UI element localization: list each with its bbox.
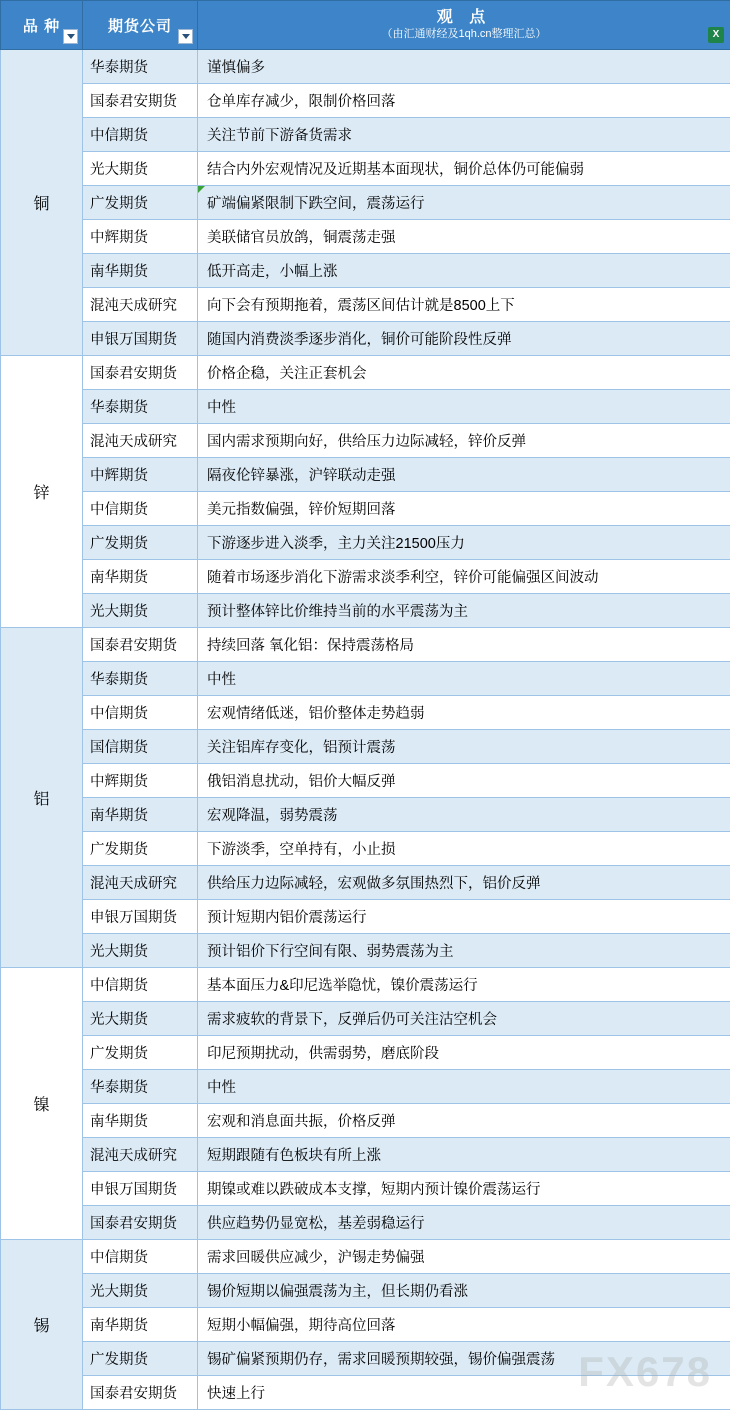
table-row: [1, 356, 730, 390]
view-cell: 印尼预期扰动，供需弱势，磨底阶段: [198, 1036, 730, 1070]
view-cell: 宏观降温，弱势震荡: [198, 798, 730, 832]
table-row: [1, 1274, 730, 1308]
view-cell: 关注铝库存变化，铝预计震荡: [198, 730, 730, 764]
table-row: [1, 560, 730, 594]
table-row: [1, 526, 730, 560]
view-cell: 宏观和消息面共振，价格反弹: [198, 1104, 730, 1138]
view-cell: 结合内外宏观情况及近期基本面现状，铜价总体仍可能偏弱: [198, 152, 730, 186]
view-cell: 美元指数偏强，锌价短期回落: [198, 492, 730, 526]
table-row: [1, 84, 730, 118]
table-row: [1, 730, 730, 764]
variety-cell: 铜: [1, 50, 83, 356]
company-cell: 光大期货: [83, 1002, 198, 1036]
company-cell: 广发期货: [83, 1036, 198, 1070]
company-cell: 光大期货: [83, 1274, 198, 1308]
company-cell: 南华期货: [83, 1308, 198, 1342]
company-cell: 国泰君安期货: [83, 84, 198, 118]
company-cell: 光大期货: [83, 152, 198, 186]
table-row: [1, 628, 730, 662]
company-cell: 华泰期货: [83, 1070, 198, 1104]
company-cell: 申银万国期货: [83, 322, 198, 356]
view-cell: 中性: [198, 1070, 730, 1104]
variety-cell: 锡: [1, 1240, 83, 1410]
excel-logo-icon: X: [708, 27, 724, 43]
company-cell: 申银万国期货: [83, 900, 198, 934]
view-cell: 供应趋势仍显宽松，基差弱稳运行: [198, 1206, 730, 1240]
company-cell: 中信期货: [83, 696, 198, 730]
variety-cell: 铝: [1, 628, 83, 968]
view-cell: 隔夜伦锌暴涨，沪锌联动走强: [198, 458, 730, 492]
view-cell: 需求回暖供应减少，沪锡走势偏强: [198, 1240, 730, 1274]
table-row: [1, 186, 730, 220]
table-row: [1, 832, 730, 866]
column-header-view: [198, 1, 730, 50]
table-row: [1, 152, 730, 186]
company-cell: 国泰君安期货: [83, 1376, 198, 1410]
company-cell: 中辉期货: [83, 458, 198, 492]
variety-cell: 镍: [1, 968, 83, 1240]
table-row: [1, 254, 730, 288]
table-row: [1, 322, 730, 356]
table-row: [1, 288, 730, 322]
company-cell: 光大期货: [83, 594, 198, 628]
company-cell: 南华期货: [83, 560, 198, 594]
table-row: [1, 1070, 730, 1104]
table-row: [1, 1240, 730, 1274]
filter-dropdown-icon-company[interactable]: [178, 29, 193, 44]
view-cell: 随着市场逐步消化下游需求淡季利空，锌价可能偏强区间波动: [198, 560, 730, 594]
variety-cell: 锌: [1, 356, 83, 628]
company-cell: 国信期货: [83, 730, 198, 764]
table-row: [1, 934, 730, 968]
view-cell: 向下会有预期拖着，震荡区间估计就是8500上下: [198, 288, 730, 322]
view-cell: 仓单库存减少，限制价格回落: [198, 84, 730, 118]
view-cell: 下游逐步进入淡季，主力关注21500压力: [198, 526, 730, 560]
view-cell: 随国内消费淡季逐步消化，铜价可能阶段性反弹: [198, 322, 730, 356]
view-cell: 需求疲软的背景下，反弹后仍可关注沽空机会: [198, 1002, 730, 1036]
table-body: [1, 50, 730, 1410]
table-row: [1, 424, 730, 458]
view-cell: 短期跟随有色板块有所上涨: [198, 1138, 730, 1172]
filter-dropdown-icon-variety[interactable]: [63, 29, 78, 44]
table-row: [1, 1002, 730, 1036]
table-row: [1, 968, 730, 1002]
view-cell: 矿端偏紧限制下跌空间，震荡运行: [198, 186, 730, 220]
view-cell: 持续回落 氧化铝：保持震荡格局: [198, 628, 730, 662]
table-row: [1, 594, 730, 628]
table-row: [1, 696, 730, 730]
company-cell: 混沌天成研究: [83, 866, 198, 900]
view-cell: 美联储官员放鸽，铜震荡走强: [198, 220, 730, 254]
company-cell: 南华期货: [83, 1104, 198, 1138]
company-cell: 南华期货: [83, 254, 198, 288]
view-cell: 中性: [198, 662, 730, 696]
company-cell: 国泰君安期货: [83, 1206, 198, 1240]
view-cell: 预计短期内铝价震荡运行: [198, 900, 730, 934]
view-cell: 价格企稳，关注正套机会: [198, 356, 730, 390]
table-row: [1, 764, 730, 798]
column-header-variety: [1, 1, 83, 50]
column-header-view-label: 观 点: [437, 8, 491, 28]
company-cell: 中辉期货: [83, 220, 198, 254]
table-row: [1, 662, 730, 696]
table-row: [1, 492, 730, 526]
view-cell: 预计铝价下行空间有限、弱势震荡为主: [198, 934, 730, 968]
company-cell: 混沌天成研究: [83, 288, 198, 322]
company-cell: 华泰期货: [83, 662, 198, 696]
view-cell: 宏观情绪低迷，铝价整体走势趋弱: [198, 696, 730, 730]
table-row: [1, 1376, 730, 1410]
table-row: [1, 798, 730, 832]
view-cell: 供给压力边际减轻，宏观做多氛围热烈下，铝价反弹: [198, 866, 730, 900]
table-row: [1, 1104, 730, 1138]
company-cell: 华泰期货: [83, 50, 198, 84]
view-cell: 短期小幅偏强，期待高位回落: [198, 1308, 730, 1342]
view-cell: 关注节前下游备货需求: [198, 118, 730, 152]
company-cell: 广发期货: [83, 526, 198, 560]
view-cell: 预计整体锌比价维持当前的水平震荡为主: [198, 594, 730, 628]
table-row: [1, 1138, 730, 1172]
table-row: [1, 866, 730, 900]
company-cell: 国泰君安期货: [83, 356, 198, 390]
company-cell: 混沌天成研究: [83, 424, 198, 458]
company-cell: 广发期货: [83, 1342, 198, 1376]
table-row: [1, 458, 730, 492]
table-header: [1, 1, 730, 50]
view-cell: 中性: [198, 390, 730, 424]
company-cell: 广发期货: [83, 186, 198, 220]
table-row: [1, 1172, 730, 1206]
company-cell: 中信期货: [83, 1240, 198, 1274]
company-cell: 南华期货: [83, 798, 198, 832]
column-header-variety-label: 品 种: [23, 15, 60, 36]
company-cell: 中信期货: [83, 118, 198, 152]
company-cell: 中信期货: [83, 968, 198, 1002]
view-cell: 低开高走，小幅上涨: [198, 254, 730, 288]
view-cell: 俄铝消息扰动，铝价大幅反弹: [198, 764, 730, 798]
watermark-label: FX678: [578, 1348, 712, 1396]
company-cell: 华泰期货: [83, 390, 198, 424]
view-cell: 谨慎偏多: [198, 50, 730, 84]
view-cell: 期镍或难以跌破成本支撑，短期内预计镍价震荡运行: [198, 1172, 730, 1206]
table-row: [1, 50, 730, 84]
view-cell: 国内需求预期向好，供给压力边际减轻，锌价反弹: [198, 424, 730, 458]
view-cell: 下游淡季，空单持有，小止损: [198, 832, 730, 866]
table-row: [1, 390, 730, 424]
company-cell: 广发期货: [83, 832, 198, 866]
company-cell: 中信期货: [83, 492, 198, 526]
view-cell: 基本面压力&印尼选举隐忧，镍价震荡运行: [198, 968, 730, 1002]
table-row: [1, 1036, 730, 1070]
view-cell: 锡价短期以偏强震荡为主，但长期仍看涨: [198, 1274, 730, 1308]
table-row: [1, 1342, 730, 1376]
view-cell: 锡矿偏紧预期仍存，需求回暖预期较强，锡价偏强震荡: [198, 1342, 730, 1376]
company-cell: 申银万国期货: [83, 1172, 198, 1206]
column-header-company: [83, 1, 198, 50]
view-cell: 快速上行: [198, 1376, 730, 1410]
company-cell: 光大期货: [83, 934, 198, 968]
table-row: [1, 1308, 730, 1342]
table-row: [1, 118, 730, 152]
table-row: [1, 1206, 730, 1240]
column-header-view-source: （由汇通财经及1qh.cn整理汇总）: [381, 28, 546, 42]
company-cell: 国泰君安期货: [83, 628, 198, 662]
table-row: [1, 220, 730, 254]
table-row: [1, 900, 730, 934]
column-header-company-label: 期货公司: [108, 15, 172, 36]
company-cell: 混沌天成研究: [83, 1138, 198, 1172]
company-cell: 中辉期货: [83, 764, 198, 798]
